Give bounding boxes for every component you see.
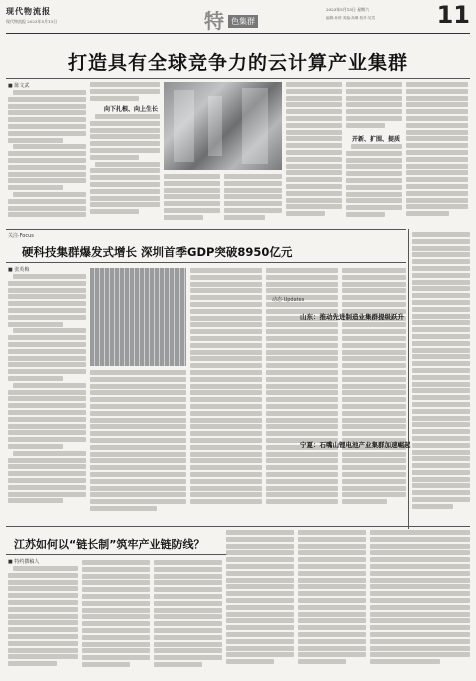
main-article-col-7 — [406, 82, 468, 225]
main-article-col-3 — [164, 174, 220, 226]
divider — [6, 554, 256, 555]
section-subtitle: 色集群 — [228, 15, 258, 28]
bottom-byline: ■ 特约撰稿人 — [8, 559, 40, 565]
column-divider — [408, 229, 409, 529]
update-headline-2: 宁夏：石嘴山锂电池产业集群加速崛起 — [300, 441, 411, 449]
focus-byline: ■ 张英梅 — [8, 267, 30, 273]
paper-name: 现代物流报 — [6, 6, 51, 16]
main-headline: 打造具有全球竞争力的云计算产业集群 — [67, 52, 408, 74]
updates-article-col — [412, 232, 470, 522]
main-article-col-4 — [224, 174, 282, 226]
issue-date: 2023年5月13日 星期六 — [326, 7, 370, 12]
section-title: 特 — [204, 9, 224, 33]
updates-tag: 动态·Updates — [272, 297, 305, 303]
city-skyline-photo — [90, 268, 186, 366]
main-article-col-6 — [346, 82, 402, 132]
focus-article-col-4 — [266, 268, 338, 522]
editor-meta: 编辑:孙婷 美编:高琳 校对:吴雪 — [326, 16, 376, 20]
focus-article-col-3 — [190, 268, 262, 522]
issue-info: 现代物流报 2023年5月13日 — [6, 19, 58, 24]
update-headline-1: 山东：推动先进制造业集群提级跃升 — [300, 313, 404, 321]
main-subheading-2: 开新、扩围、提质 — [352, 136, 401, 143]
main-article-col-1 — [8, 90, 86, 225]
main-subheading-1: 向下扎根、向上生长 — [104, 106, 159, 113]
page-number: 11 — [436, 1, 470, 29]
bottom-article-col-4 — [226, 530, 294, 676]
main-article-col-6b — [346, 144, 402, 226]
focus-article-col-5 — [342, 268, 406, 522]
focus-article-col-1 — [8, 274, 86, 522]
bottom-article-col-1 — [8, 566, 78, 676]
bottom-headline: 江苏如何以“链长制”筑牢产业链防线？ — [14, 538, 205, 551]
masthead — [6, 1, 470, 34]
main-byline: ■ 陈文武 — [8, 83, 30, 89]
bottom-article-col-6 — [370, 530, 470, 676]
focus-tag: 关注·Focus — [8, 233, 34, 239]
server-room-photo — [164, 82, 282, 170]
bottom-article-col-2 — [82, 560, 150, 676]
main-article-col-5 — [286, 82, 342, 225]
focus-article-col-2 — [90, 370, 186, 522]
main-article-col-2b — [90, 114, 160, 225]
bottom-article-col-5 — [298, 530, 366, 676]
divider — [6, 78, 470, 79]
divider — [6, 526, 470, 527]
focus-headline: 硬科技集群爆发式增长 深圳首季GDP突破8950亿元 — [22, 245, 293, 259]
divider — [6, 229, 406, 230]
bottom-article-col-3 — [154, 560, 222, 676]
divider — [6, 262, 406, 263]
